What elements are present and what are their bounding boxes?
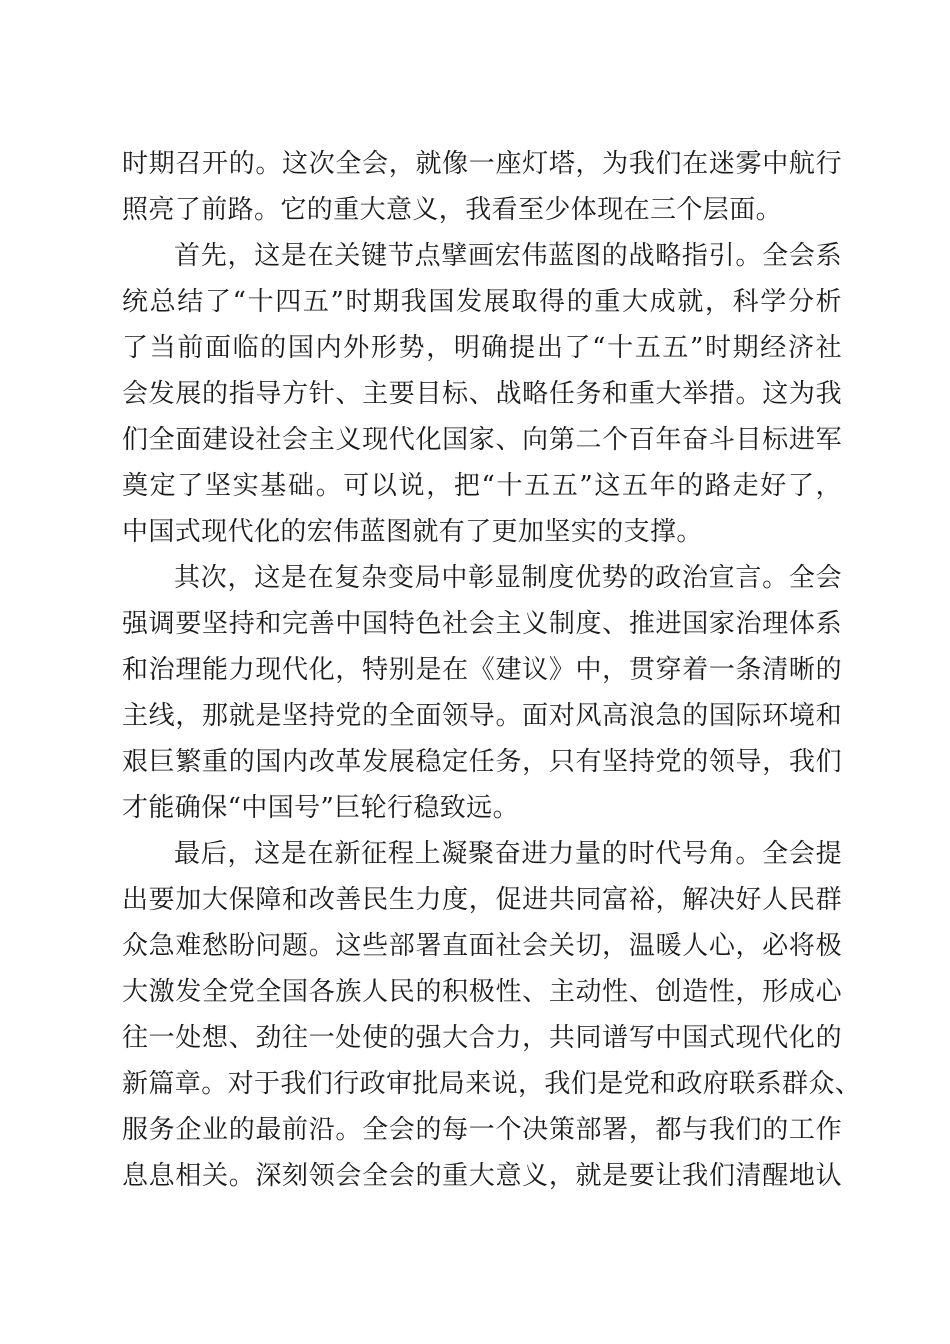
text-line: 强调要坚持和完善中国特色社会主义制度、推进国家治理体系 <box>122 609 842 639</box>
text-line: 往一处想、劲往一处使的强大合力，共同谱写中国式现代化的 <box>122 1023 842 1053</box>
text-line: 主线，那就是坚持党的全面领导。面对风高浪急的国际环境和 <box>122 701 842 731</box>
text-line: 才能确保“中国号”巨轮行稳致远。 <box>122 793 519 823</box>
text-line: 众急难愁盼问题。这些部署直面社会关切，温暖人心，必将极 <box>122 931 842 961</box>
text-line: 大激发全党全国各族人民的积极性、主动性、创造性，形成心 <box>122 977 842 1007</box>
paragraph-first-line: 其次，这是在复杂变局中彰显制度优势的政治宣言。全会 <box>174 563 842 593</box>
text-line: 时期召开的。这次全会，就像一座灯塔，为我们在迷雾中航行 <box>122 149 842 179</box>
text-line: 会发展的指导方针、主要目标、战略任务和重大举措。这为我 <box>122 379 842 409</box>
text-line: 新篇章。对于我们行政审批局来说，我们是党和政府联系群众、 <box>122 1069 862 1099</box>
text-line: 艰巨繁重的国内改革发展稳定任务，只有坚持党的领导，我们 <box>122 747 842 777</box>
paragraph-first-line: 最后，这是在新征程上凝聚奋进力量的时代号角。全会提 <box>174 839 842 869</box>
text-line: 息息相关。深刻领会全会的重大意义，就是要让我们清醒地认 <box>122 1161 842 1191</box>
text-line: 奠定了坚实基础。可以说，把“十五五”这五年的路走好了， <box>122 471 842 501</box>
text-line: 和治理能力现代化，特别是在《建议》中，贯穿着一条清晰的 <box>122 655 842 685</box>
text-line: 服务企业的最前沿。全会的每一个决策部署，都与我们的工作 <box>122 1115 842 1145</box>
text-line: 统总结了“十四五”时期我国发展取得的重大成就，科学分析 <box>122 287 842 317</box>
text-line: 中国式现代化的宏伟蓝图就有了更加坚实的支撑。 <box>122 517 703 547</box>
text-line: 照亮了前路。它的重大意义，我看至少体现在三个层面。 <box>122 195 783 225</box>
paragraph-first-line: 首先，这是在关键节点擘画宏伟蓝图的战略指引。全会系 <box>174 241 842 271</box>
text-line: 出要加大保障和改善民生力度，促进共同富裕，解决好人民群 <box>122 885 842 915</box>
text-line: 们全面建设社会主义现代化国家、向第二个百年奋斗目标进军 <box>122 425 842 455</box>
text-line: 了当前面临的国内外形势，明确提出了“十五五”时期经济社 <box>122 333 842 363</box>
